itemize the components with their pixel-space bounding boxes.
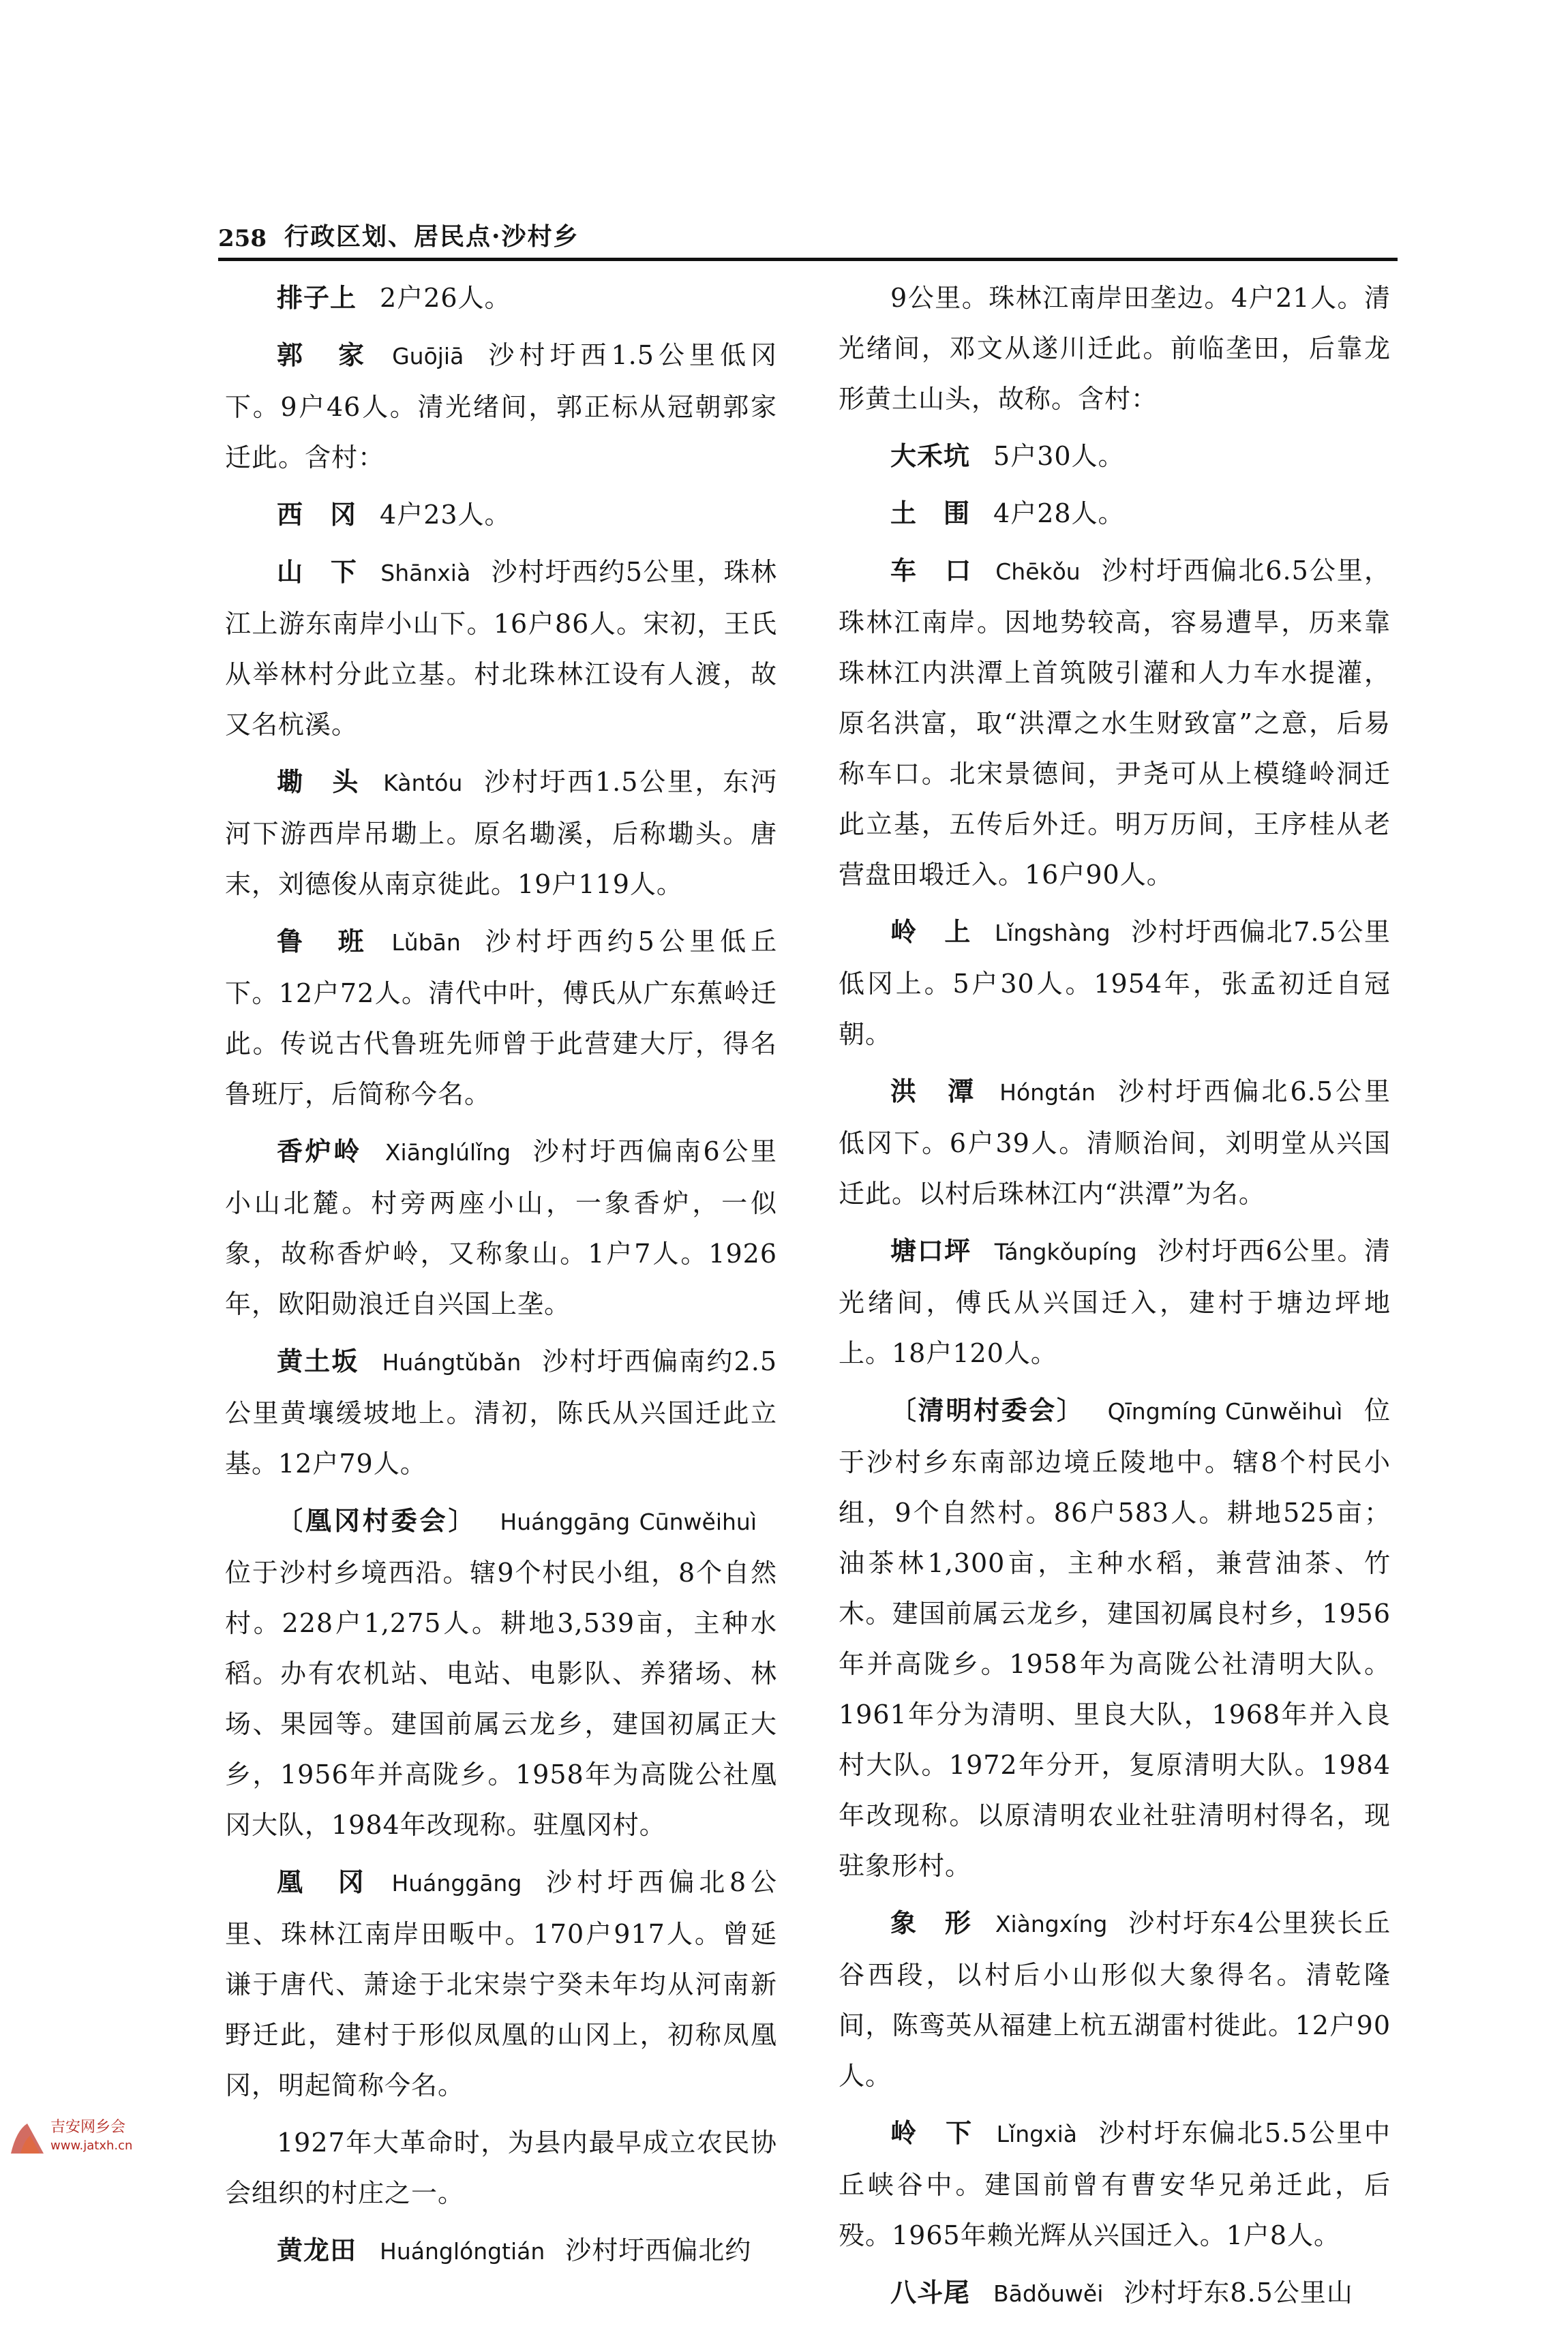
entry-pinyin: Huánglóngtián [380,2238,545,2265]
entry-pinyin: Xiānglúlǐng [385,1139,511,1166]
entry-text: 沙村圩东偏北5.5公里中丘峡谷中。建国前曾有曹安华兄弟迁此，后殁。1965年赖光辉从兴国迁入。1户8人。 [839,2118,1391,2250]
watermark-site-name: 吉安网乡会 [50,2119,126,2136]
entry-pinyin: Bādǒuwěi [993,2280,1104,2307]
entry [225,1126,777,1329]
entry-text: 1927年大革命时，为县内最早成立农民协会组织的村庄之一。 [225,2128,777,2208]
entry-pinyin: Chēkǒu [995,558,1081,585]
entry [225,1496,777,1850]
entry-text: 沙村圩西1.5公里低冈下。9户46人。清光绪间，郭正标从冠朝郭家迁此。含村： [225,340,777,472]
entry [839,2267,1391,2319]
page-title: 行政区划、居民点·沙村乡 [284,222,579,251]
entry [225,273,777,323]
entry-text: 沙村圩西约5公里，珠林江上游东南岸小山下。16户86人。宋初，王氏从举林村分此立基。村北珠林江设有人渡，故又名杭溪。 [225,557,777,740]
entry-heading: 郭 家 [277,339,370,370]
entry-heading: 岭 上 [890,916,971,947]
entry-text: 5户30人。 [993,441,1125,471]
entry [839,2108,1391,2261]
page-header [218,205,1398,261]
entry [839,907,1391,1059]
entry-heading: 山 下 [277,556,358,587]
entry-heading: 岭 下 [890,2117,974,2148]
entry [225,489,777,540]
entry-heading: 大禾坑 [890,440,971,471]
entry-pinyin: Tángkǒupíng [994,1239,1137,1265]
entry-pinyin: Huángtǔbǎn [382,1349,522,1376]
entry-text: 沙村圩西6公里。清光绪间，傅氏从兴国迁入，建村于塘边坪地上。18户120人。 [839,1236,1391,1368]
entry-text: 沙村圩西偏南6公里小山北麓。村旁两座小山，一象香炉，一似象，故称香炉岭，又称象山。1户7人。1926年，欧阳勋浪迁自兴国上垄。 [225,1136,777,1319]
entry-pinyin: Lǐngxià [996,2121,1078,2147]
entry [225,757,777,909]
entry-text: 沙村圩西偏北7.5公里低冈上。5户30人。1954年，张孟初迁自冠朝。 [839,917,1391,1049]
entry-heading: 黄龙田 [277,2235,357,2265]
entry-text: 4户28人。 [993,498,1125,528]
entry-heading: 〔凰冈村委会〕 [277,1505,477,1536]
entry-heading: 〔清明村委会〕 [890,1395,1085,1425]
entry-heading: 香炉岭 [277,1136,362,1166]
entry [839,1226,1391,1378]
right-column [839,273,1391,2326]
entry-text: 4户23人。 [380,500,511,530]
entry [225,547,777,750]
entry-pinyin: Hóngtán [999,1079,1096,1106]
entry [225,916,777,1119]
entry-pinyin: Huánggāng Cūnwěihuì [500,1509,757,1535]
entry-pinyin: Shānxià [380,560,471,586]
entry-heading: 排子上 [277,282,357,313]
entry-heading: 土 围 [890,498,971,528]
watermark-url: www.jatxh.cn [50,2139,133,2153]
entry-text: 沙村圩西偏北6.5公里低冈下。6户39人。清顺治间，刘明堂从兴国迁此。以村后珠林江内“洪潭”为名。 [839,1076,1391,1209]
entry [225,1857,777,2111]
entry [839,431,1391,481]
entry [839,488,1391,539]
entry-heading: 西 冈 [277,499,357,530]
entry [839,1385,1391,1891]
entry-heading: 凰 冈 [277,1867,369,1897]
entry-heading: 鲁 班 [277,926,369,956]
entry-pinyin: Qīngmíng Cūnwěihuì [1107,1398,1343,1425]
entry-text: 沙村圩西偏北约 [565,2235,752,2265]
entry-heading: 黄土坂 [277,1346,359,1376]
watermark [7,2110,164,2164]
entry-heading: 塘口坪 [890,1235,971,1266]
entry-text: 9公里。珠林江南岸田垄边。4户21人。清光绪间，邓文从遂川迁此。前临垄田，后靠龙形黄土山头，故称。含村： [839,283,1391,414]
entry-pinyin: Xiàngxíng [995,1911,1108,1937]
entry-heading: 八斗尾 [890,2277,971,2308]
entry-pinyin: Lǐngshàng [995,920,1111,946]
entry-text: 沙村圩东4公里狭长丘谷西段，以村后小山形似大象得名。清乾隆间，陈鸾英从福建上杭五湖雷村徙此。12户90人。 [839,1908,1391,2091]
entry [225,2225,777,2277]
entry-heading: 象 形 [890,1907,972,1938]
page-number: 258 [218,225,267,252]
entry [225,1336,777,1489]
entry-text: 位于沙村乡东南部边境丘陵地中。辖8个村民小组，9个自然村。86户583人。耕地525亩；油茶林1,300亩，主种水稻，兼营油茶、竹木。建国前属云龙乡，建国初属良村乡，1956年并高陇乡。1958年为高陇公社清明大队。1961年分为清明、里良大队，1968年并入良村大队。1972年分开，复原清明大队。1984年改现称。以原清明农业社驻清明村得名，现驻象形村。 [839,1395,1391,1881]
entry-heading: 车 口 [890,555,973,586]
entry [839,1066,1391,1219]
entry-text: 位于沙村乡境西沿。辖9个村民小组，8个自然村。228户1,275人。耕地3,539亩，主种水稻。办有农机站、电站、电影队、养猪场、林场、果园等。建国前属云龙乡，建国初属正大乡，1956年并高陇乡。1958年为高陇公社凰冈大队，1984年改现称。驻凰冈村。 [225,1558,777,1840]
entry [839,545,1391,900]
entry-text: 2户26人。 [380,283,511,313]
entry-pinyin: Lǔbān [391,929,461,956]
left-column [225,273,777,2284]
entry [839,273,1391,424]
entry [225,330,777,483]
watermark-logo-icon [7,2117,48,2158]
entry-pinyin: Huánggāng [391,1870,522,1897]
entry-heading: 洪 潭 [890,1076,977,1106]
entry-text: 沙村圩西偏北8公里、珠林江南岸田畈中。170户917人。曾延谦于唐代、萧途于北宋崇宁癸未年均从河南新野迁此，建村于形似凤凰的山冈上，初称凤凰冈，明起简称今名。 [225,1867,777,2100]
entry-heading: 墈 头 [277,766,361,797]
entry-text: 沙村圩西1.5公里，东沔河下游西岸吊墈上。原名墈溪，后称墈头。唐末，刘德俊从南京徙此。19户119人。 [225,767,777,899]
entry [839,1898,1391,2101]
entry-text: 沙村圩西偏北6.5公里，珠林江南岸。因地势较高，容易遭旱，历来靠珠林江内洪潭上首筑陂引灌和人力车水提灌，原名洪富，取“洪潭之水生财致富”之意，后易称车口。北宋景德间，尹尧可从上模缝岭洞迁此立基，五传后外迁。明万历间，王序桂从老营盘田塅迁入。16户90人。 [839,556,1391,890]
entry-pinyin: Guōjiā [392,343,464,369]
entry-text: 沙村圩西偏南约2.5公里黄壤缓坡地上。清初，陈氏从兴国迁此立基。12户79人。 [225,1346,777,1479]
entry-pinyin: Kàntóu [383,770,463,796]
entry-text: 沙村圩西约5公里低丘下。12户72人。清代中叶，傅氏从广东蕉岭迁此。传说古代鲁班先师曾于此营建大厅，得名鲁班厅，后简称今名。 [225,926,777,1109]
entry-text: 沙村圩东8.5公里山 [1124,2278,1353,2308]
entry [225,2117,777,2218]
